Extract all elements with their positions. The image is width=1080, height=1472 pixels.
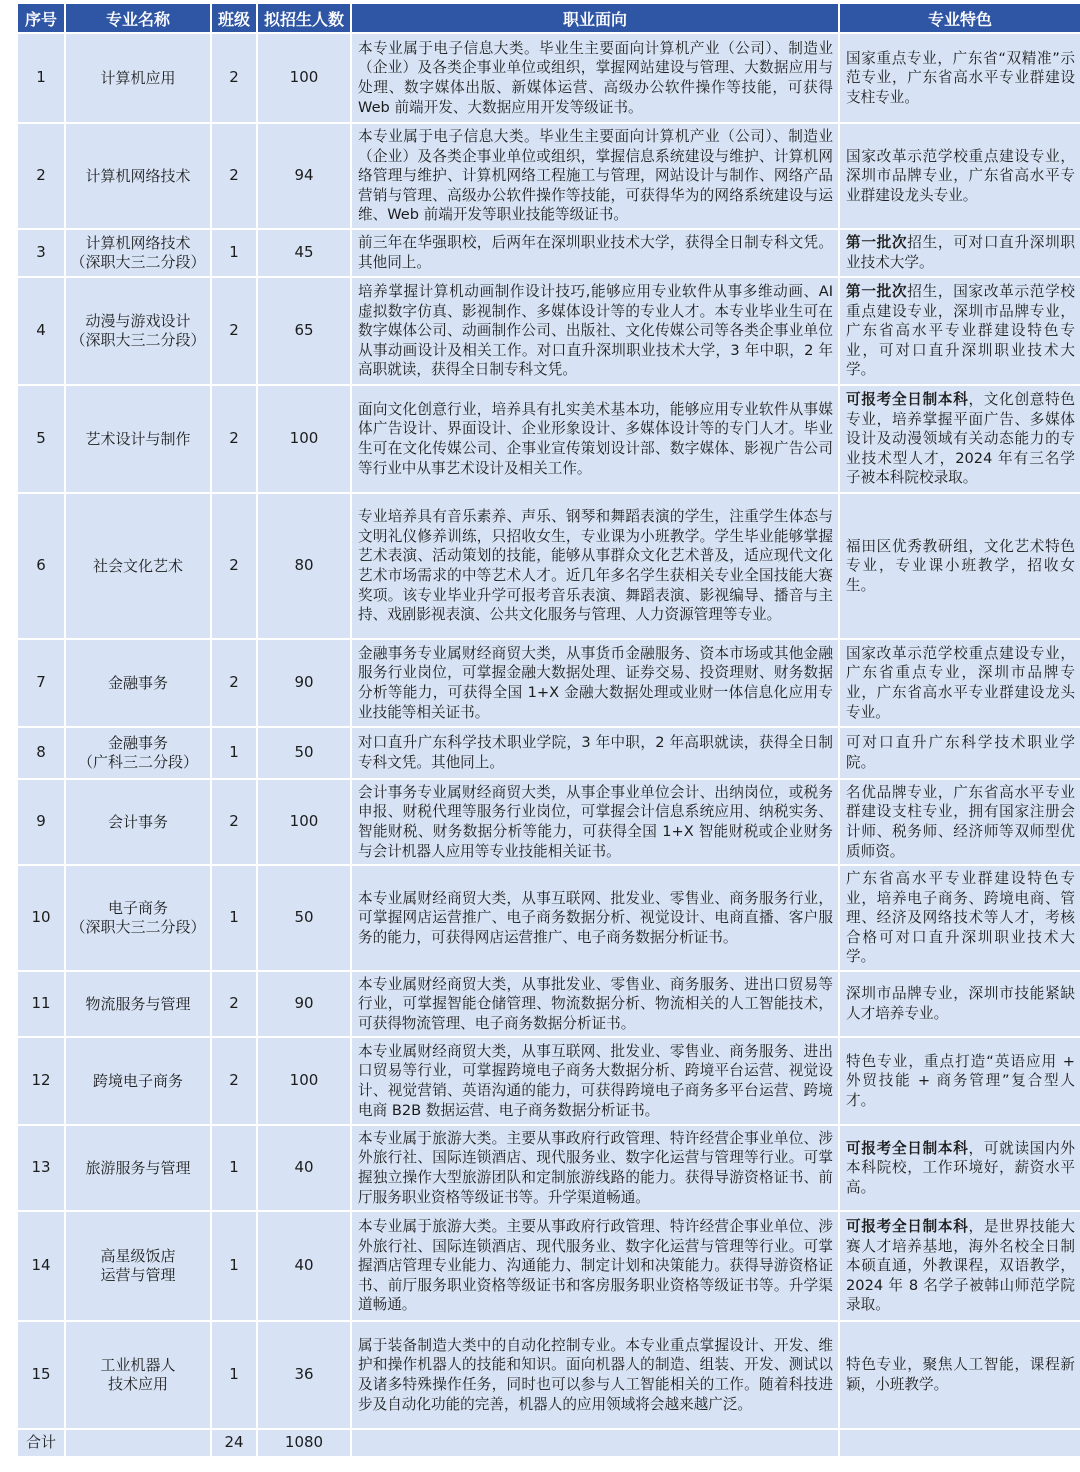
cell-classes: 1 xyxy=(211,229,257,277)
cell-enroll: 80 xyxy=(257,493,351,639)
cell-classes: 1 xyxy=(211,1321,257,1429)
cell-classes: 2 xyxy=(211,971,257,1037)
major-name: 会计事务 xyxy=(107,812,168,831)
cell-major xyxy=(65,865,211,971)
feature-text: 特色专业，重点打造“英语应用 + 外贸技能 + 商务管理”复合型人才。 xyxy=(846,1052,1075,1109)
major-name: 高星级饭店 xyxy=(100,1247,176,1265)
cell-classes: 2 xyxy=(211,1037,257,1125)
major-name: 社会文化艺术 xyxy=(92,556,183,575)
cell-career: 本专业属于旅游大类。主要从事政府行政管理、特许经营企事业单位、涉外旅行社、国际连锁酒店、现代服务业、数字化运营与管理等行业。可掌握酒店管理专业能力、沟通能力、制定计划和决策能力。获得导游资格证书、前厅服务职业资格等级证书和客房服务职业资格等级证书等。升学渠道畅通。 xyxy=(351,1211,839,1321)
cell-career: 本专业属财经商贸大类，从事互联网、批发业、零售业、商务服务、进出口贸易等行业，可掌握跨境电子商务大数据分析、跨境平台运营、视觉设计、视觉营销、英语沟通的能力，可获得跨境电子商务多平台运营、跨境电商 B2B 数据运营、电子商务数据分析证书。 xyxy=(351,1037,839,1125)
cell-career: 专业培养具有音乐素养、声乐、钢琴和舞蹈表演的学生，注重学生体态与文明礼仪修养训练，只招收女生，专业课为小班教学。学生毕业能够掌握艺术表演、活动策划的技能，能够从事群众文化艺术普及，适应现代文化艺术市场需求的中等艺术人才。近几年多名学生获相关专业全国技能大赛奖项。该专业毕业升学可报考音乐表演、舞蹈表演、影视编导、播音与主持、戏剧影视表演、公共文化服务与管理、人力资源管理等专业。 xyxy=(351,493,839,639)
cell-enroll: 40 xyxy=(257,1211,351,1321)
cell-feature xyxy=(839,229,1080,277)
cell-career: 前三年在华强职校，后两年在深圳职业技术大学，获得全日制专科文凭。其他同上。 xyxy=(351,229,839,277)
cell-enroll: 45 xyxy=(257,229,351,277)
header-feature: 专业特色 xyxy=(839,3,1080,33)
cell-enroll: 36 xyxy=(257,1321,351,1429)
cell-classes: 1 xyxy=(211,1211,257,1321)
cell-classes: 2 xyxy=(211,493,257,639)
cell-major xyxy=(65,385,211,493)
table-header-row xyxy=(17,3,1080,33)
table-row xyxy=(17,971,1080,1037)
cell-enroll: 100 xyxy=(257,33,351,123)
enrollment-table xyxy=(16,2,1080,1458)
cell-feature xyxy=(839,277,1080,385)
cell-feature xyxy=(839,33,1080,123)
cell-feature xyxy=(839,1125,1080,1211)
feature-highlight: 第一批次 xyxy=(846,234,908,252)
cell-career: 属于装备制造大类中的自动化控制专业。本专业重点掌握设计、开发、维护和操作机器人的技能和知识。面向机器人的制造、组装、开发、测试以及诸多特殊操作任务，同时也可以参与人工智能相关的工作。随着科技进步及自动化功能的完善，机器人的应用领域将会越来越广泛。 xyxy=(351,1321,839,1429)
feature-text: ，文化创意特色专业，培养掌握平面广告、多媒体设计及动漫领域有关动态能力的专业技术型人才，2024 年有三名学子被本科院校录取。 xyxy=(846,391,1075,487)
cell-enroll: 90 xyxy=(257,639,351,727)
header-classes: 班级 xyxy=(211,3,257,33)
cell-enroll: 100 xyxy=(257,1037,351,1125)
cell-feature xyxy=(839,493,1080,639)
feature-text: 深圳市品牌专业，深圳市技能紧缺人才培养专业。 xyxy=(846,985,1075,1022)
cell-major xyxy=(65,639,211,727)
cell-feature xyxy=(839,865,1080,971)
total-empty xyxy=(839,1429,1080,1457)
total-enroll: 1080 xyxy=(257,1429,351,1457)
cell-enroll: 65 xyxy=(257,277,351,385)
cell-no: 14 xyxy=(17,1211,65,1321)
total-row xyxy=(17,1429,1080,1457)
feature-text: 名优品牌专业，广东省高水平专业群建设支柱专业，拥有国家注册会计师、税务师、经济师等双师型优质师资。 xyxy=(846,783,1075,860)
major-subtitle: （深职大三二分段） xyxy=(70,918,206,936)
cell-enroll: 50 xyxy=(257,727,351,779)
cell-major xyxy=(65,493,211,639)
cell-major xyxy=(65,1211,211,1321)
feature-text: 国家改革示范学校重点建设专业，广东省重点专业，深圳市品牌专业，广东省高水平专业群建设龙头专业。 xyxy=(846,644,1075,721)
table-row xyxy=(17,1211,1080,1321)
table-row xyxy=(17,779,1080,865)
cell-no: 8 xyxy=(17,727,65,779)
total-label: 合计 xyxy=(17,1429,65,1457)
table-row xyxy=(17,1125,1080,1211)
feature-highlight: 可报考全日制本科 xyxy=(846,1218,969,1236)
cell-no: 5 xyxy=(17,385,65,493)
major-name: 旅游服务与管理 xyxy=(85,1158,191,1177)
cell-classes: 1 xyxy=(211,727,257,779)
feature-highlight: 可报考全日制本科 xyxy=(846,391,969,409)
cell-career: 金融事务专业属财经商贸大类，从事货币金融服务、资本市场或其他金融服务行业岗位，可掌握金融大数据处理、证券交易、投资理财、财务数据分析等能力，可获得全国 1+X 金融大数据处理或业财一体信息化应用专业技能等相关证书。 xyxy=(351,639,839,727)
feature-text: 特色专业，聚焦人工智能，课程新颖，小班教学。 xyxy=(846,1356,1075,1393)
cell-major xyxy=(65,1037,211,1125)
major-name: 金融事务 xyxy=(107,734,168,752)
cell-no: 9 xyxy=(17,779,65,865)
enrollment-table-container xyxy=(16,2,1075,1458)
cell-no: 7 xyxy=(17,639,65,727)
feature-highlight: 可报考全日制本科 xyxy=(846,1139,969,1157)
cell-major xyxy=(65,277,211,385)
cell-no: 3 xyxy=(17,229,65,277)
cell-no: 2 xyxy=(17,123,65,229)
cell-major xyxy=(65,33,211,123)
feature-text: 招生，可对口直升深圳职业技术大学。 xyxy=(846,234,1075,271)
major-subtitle: （深职大三二分段） xyxy=(70,331,206,349)
cell-major xyxy=(65,123,211,229)
cell-classes: 1 xyxy=(211,1125,257,1211)
cell-feature xyxy=(839,1211,1080,1321)
cell-career: 面向文化创意行业，培养具有扎实美术基本功，能够应用专业软件从事媒体广告设计、界面设计、企业形象设计、多媒体设计等的专门人才。毕业生可在文化传媒公司、企事业宣传策划设计部、数字媒体、影视广告公司等行业中从事艺术设计及相关工作。 xyxy=(351,385,839,493)
feature-text: 国家改革示范学校重点建设专业，深圳市品牌专业，广东省高水平专业群建设龙头专业。 xyxy=(846,147,1075,204)
table-row xyxy=(17,865,1080,971)
total-classes: 24 xyxy=(211,1429,257,1457)
major-subtitle: 技术应用 xyxy=(107,1375,168,1393)
cell-enroll: 100 xyxy=(257,779,351,865)
cell-feature xyxy=(839,1321,1080,1429)
total-empty xyxy=(351,1429,839,1457)
table-row xyxy=(17,229,1080,277)
cell-feature xyxy=(839,779,1080,865)
table-row xyxy=(17,639,1080,727)
header-enroll: 拟招生人数 xyxy=(257,3,351,33)
cell-major xyxy=(65,1125,211,1211)
header-career: 职业面向 xyxy=(351,3,839,33)
table-row xyxy=(17,385,1080,493)
cell-major xyxy=(65,779,211,865)
cell-no: 11 xyxy=(17,971,65,1037)
total-empty xyxy=(65,1429,211,1457)
cell-classes: 2 xyxy=(211,385,257,493)
feature-text: ，是世界技能大赛人才培养基地，海外名校全日制本硕直通，外教课程，双语教学，2024 年 8 名学子被韩山师范学院录取。 xyxy=(846,1218,1075,1314)
header-no: 序号 xyxy=(17,3,65,33)
feature-text: 广东省高水平专业群建设特色专业，培养电子商务、跨境电商、管理、经济及网络技术等人才，考核合格可对口直升深圳职业技术大学。 xyxy=(846,870,1075,966)
major-name: 计算机应用 xyxy=(100,68,176,87)
cell-classes: 1 xyxy=(211,865,257,971)
cell-career: 本专业属于电子信息大类。毕业生主要面向计算机产业（公司）、制造业（企业）及各类企事业单位或组织，掌握网站建设与管理、大数据应用与处理、数字媒体出版、新媒体运营、高级办公软件操作等技能，可获得 Web 前端开发、大数据应用开发等级证书。 xyxy=(351,33,839,123)
cell-classes: 2 xyxy=(211,779,257,865)
cell-feature xyxy=(839,123,1080,229)
major-name: 物流服务与管理 xyxy=(85,994,191,1013)
cell-major xyxy=(65,229,211,277)
major-name: 工业机器人 xyxy=(100,1356,176,1374)
major-name: 计算机网络技术 xyxy=(85,234,191,252)
cell-enroll: 50 xyxy=(257,865,351,971)
major-subtitle: （深职大三二分段） xyxy=(70,253,206,271)
cell-classes: 2 xyxy=(211,277,257,385)
cell-enroll: 94 xyxy=(257,123,351,229)
header-major: 专业名称 xyxy=(65,3,211,33)
cell-no: 13 xyxy=(17,1125,65,1211)
cell-major xyxy=(65,971,211,1037)
cell-no: 1 xyxy=(17,33,65,123)
major-name: 跨境电子商务 xyxy=(92,1071,183,1090)
major-name: 计算机网络技术 xyxy=(85,166,191,185)
table-row xyxy=(17,123,1080,229)
major-name: 艺术设计与制作 xyxy=(85,429,191,448)
cell-classes: 2 xyxy=(211,123,257,229)
major-subtitle: （广科三二分段） xyxy=(77,753,198,771)
cell-career: 本专业属于电子信息大类。毕业生主要面向计算机产业（公司）、制造业（企业）及各类企事业单位或组织，掌握信息系统建设与维护、计算机网络管理与维护、计算机网络工程施工与管理，网站设计与制作、网络产品营销与管理、高级办公软件操作等技能，可获得华为的网络系统建设与运维、Web 前端开发等职业技能等级证书。 xyxy=(351,123,839,229)
feature-text: 可对口直升广东科学技术职业学院。 xyxy=(846,734,1075,771)
cell-no: 4 xyxy=(17,277,65,385)
feature-highlight: 第一批次 xyxy=(846,283,908,301)
feature-text: ，可就读国内外本科院校，工作环境好，薪资水平高。 xyxy=(846,1139,1075,1196)
cell-no: 10 xyxy=(17,865,65,971)
cell-enroll: 40 xyxy=(257,1125,351,1211)
cell-feature xyxy=(839,971,1080,1037)
table-row xyxy=(17,33,1080,123)
major-name: 动漫与游戏设计 xyxy=(85,312,191,330)
cell-major xyxy=(65,727,211,779)
cell-career: 本专业属于旅游大类。主要从事政府行政管理、特许经营企事业单位、涉外旅行社、国际连锁酒店、现代服务业、数字化运营与管理等行业。可掌握独立操作大型旅游团队和定制旅游线路的能力。获得导游资格证书、前厅服务职业资格等级证书等。升学渠道畅通。 xyxy=(351,1125,839,1211)
cell-career: 培养掌握计算机动画制作设计技巧,能够应用专业软件从事多维动画、AI 虚拟数字仿真、影视制作、多媒体设计等的专业人才。本专业毕业生可在数字媒体公司、动画制作公司、出版社、文化传媒公司等各类企事业单位从事动画设计及相关工作。对口直升深圳职业技术大学，3 年中职，2 年高职就读，获得全日制专科文凭。 xyxy=(351,277,839,385)
major-name: 金融事务 xyxy=(107,673,168,692)
feature-text: 招生，国家改革示范学校重点建设专业，深圳市品牌专业，广东省高水平专业群建设特色专业，可对口直升深圳职业技术大学。 xyxy=(846,283,1075,379)
cell-feature xyxy=(839,385,1080,493)
table-row xyxy=(17,277,1080,385)
major-name: 电子商务 xyxy=(107,899,168,917)
cell-no: 12 xyxy=(17,1037,65,1125)
cell-career: 对口直升广东科学技术职业学院，3 年中职，2 年高职就读，获得全日制专科文凭。其他同上。 xyxy=(351,727,839,779)
table-row xyxy=(17,493,1080,639)
cell-career: 本专业属财经商贸大类，从事批发业、零售业、商务服务、进出口贸易等行业，可掌握智能仓储管理、物流数据分析、物流相关的人工智能技术，可获得物流管理、电子商务数据分析证书。 xyxy=(351,971,839,1037)
cell-feature xyxy=(839,639,1080,727)
table-row xyxy=(17,1321,1080,1429)
table-row xyxy=(17,1037,1080,1125)
cell-feature xyxy=(839,727,1080,779)
cell-enroll: 100 xyxy=(257,385,351,493)
major-subtitle: 运营与管理 xyxy=(100,1266,176,1284)
cell-classes: 2 xyxy=(211,33,257,123)
cell-enroll: 90 xyxy=(257,971,351,1037)
cell-classes: 2 xyxy=(211,639,257,727)
cell-major xyxy=(65,1321,211,1429)
cell-no: 6 xyxy=(17,493,65,639)
table-row xyxy=(17,727,1080,779)
cell-career: 本专业属财经商贸大类，从事互联网、批发业、零售业、商务服务行业，可掌握网店运营推广、电子商务数据分析、视觉设计、电商直播、客户服务的能力，可获得网店运营推广、电子商务数据分析证书。 xyxy=(351,865,839,971)
feature-text: 国家重点专业，广东省“双精准”示范专业，广东省高水平专业群建设支柱专业。 xyxy=(846,49,1075,106)
cell-career: 会计事务专业属财经商贸大类，从事企事业单位会计、出纳岗位，或税务申报、财税代理等服务行业岗位，可掌握会计信息系统应用、纳税实务、智能财税、财务数据分析等能力，可获得全国 1+X 智能财税或企业财务与会计机器人应用等专业技能相关证书。 xyxy=(351,779,839,865)
cell-no: 15 xyxy=(17,1321,65,1429)
cell-feature xyxy=(839,1037,1080,1125)
feature-text: 福田区优秀教研组，文化艺术特色专业，专业课小班教学，招收女生。 xyxy=(846,537,1075,594)
